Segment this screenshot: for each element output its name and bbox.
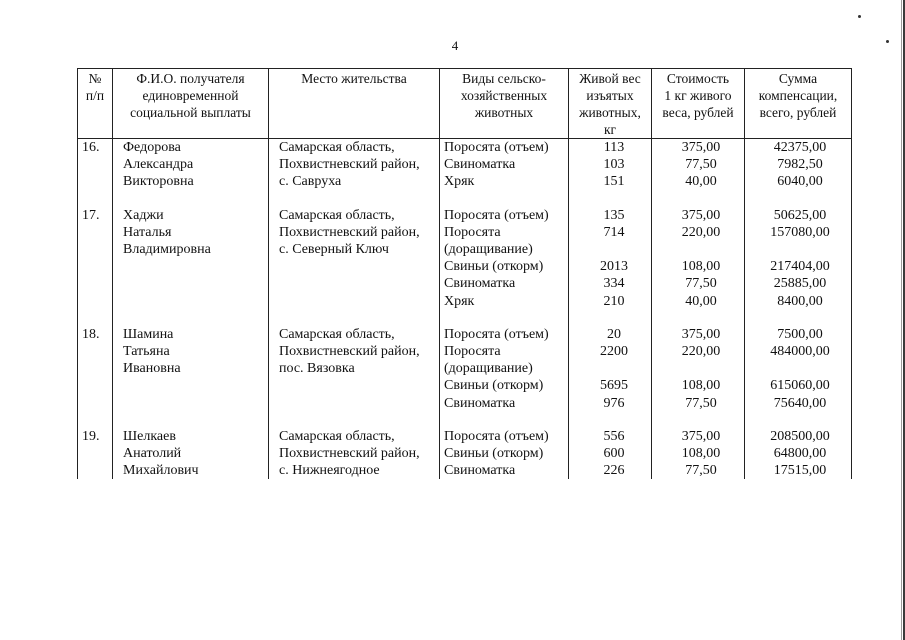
line-filler [658, 241, 744, 258]
price-per-kg: 40,00 [685, 293, 717, 309]
residence-address [269, 428, 440, 480]
live-weight: 113 [603, 140, 625, 155]
prices-per-kg [652, 139, 745, 191]
address-line: пос. Вязовка [279, 361, 355, 377]
total-sum: 208500,00 [770, 428, 830, 444]
live-weight: 226 [603, 463, 625, 479]
line-filler [749, 360, 851, 377]
spacer-cell [745, 191, 852, 207]
table-row [78, 326, 852, 412]
spacer-cell [78, 310, 113, 326]
header-animal-type: Виды сельско- хозяйственных животных [440, 69, 569, 139]
spacer-cell [440, 412, 569, 428]
animal-types [440, 139, 569, 191]
spacer-cell [440, 191, 569, 207]
address-line: с. Савруха [279, 174, 342, 190]
spacer-cell [113, 412, 269, 428]
price-per-kg: 375,00 [681, 326, 721, 342]
live-weight: 976 [603, 395, 625, 411]
table-row [78, 428, 852, 480]
live-weights [569, 207, 652, 310]
spacer-cell [652, 191, 745, 207]
total-sum: 17515,00 [773, 463, 827, 479]
spacer-cell [569, 191, 652, 207]
animal-type: Свиноматка [444, 463, 516, 479]
price-per-kg: 77,50 [685, 276, 717, 292]
line-filler [658, 360, 744, 377]
animal-type: Свиноматка [444, 276, 516, 292]
record-spacer [78, 310, 852, 326]
live-weight: 2013 [600, 259, 628, 275]
animal-type: Поросята (отъем) [444, 140, 549, 155]
animal-types [440, 428, 569, 480]
header-price-per-kg: Стоимость 1 кг живого веса, рублей [652, 69, 745, 139]
total-sum: 484000,00 [770, 344, 830, 360]
line-filler [749, 241, 851, 258]
line-filler [577, 241, 651, 258]
animal-type: (доращивание) [444, 242, 533, 258]
recipient-name [113, 139, 269, 191]
price-per-kg: 108,00 [681, 378, 721, 394]
address-line: Самарская область, [279, 428, 395, 444]
live-weights [569, 139, 652, 191]
address-line: Похвистневский район, [279, 446, 420, 462]
page-number: 4 [451, 38, 459, 53]
live-weight: 135 [603, 207, 625, 223]
animal-types [440, 326, 569, 412]
total-sum: 7982,50 [777, 157, 823, 173]
total-sum: 157080,00 [770, 224, 830, 240]
animal-type: (доращивание) [444, 361, 533, 377]
total-sum: 75640,00 [773, 395, 827, 411]
live-weights [569, 428, 652, 480]
live-weight: 714 [603, 224, 625, 240]
line-filler [577, 360, 651, 377]
table-row [78, 139, 852, 191]
animal-types [440, 207, 569, 310]
spacer-cell [652, 412, 745, 428]
total-sums [745, 326, 852, 412]
price-per-kg: 108,00 [681, 259, 721, 275]
total-sum: 7500,00 [777, 326, 823, 342]
spacer-cell [569, 412, 652, 428]
address-line: Похвистневский район, [279, 157, 420, 173]
name-line: Ивановна [123, 361, 181, 377]
total-sum: 8400,00 [777, 293, 823, 309]
total-sum: 25885,00 [773, 276, 827, 292]
spacer-cell [652, 310, 745, 326]
total-sums [745, 428, 852, 480]
spacer-cell [745, 412, 852, 428]
live-weight: 210 [603, 293, 625, 309]
spacer-cell [569, 310, 652, 326]
animal-type: Свиньи (откорм) [444, 378, 544, 394]
residence-address [269, 139, 440, 191]
name-line: Наталья [123, 224, 172, 240]
table-header-row [78, 69, 852, 139]
live-weight: 334 [603, 276, 625, 292]
animal-type: Поросята [444, 224, 501, 240]
name-line: Шамина [123, 326, 174, 342]
header-total-sum: Сумма компенсации, всего, рублей [745, 69, 852, 139]
name-line: Татьяна [123, 344, 170, 360]
record-number: 16. [78, 139, 113, 191]
header-residence: Место жительства [269, 69, 440, 139]
total-sum: 6040,00 [777, 174, 823, 190]
animal-type: Хряк [444, 293, 475, 309]
record-number: 18. [78, 326, 113, 412]
total-sums [745, 207, 852, 310]
scan-speck [858, 15, 861, 18]
address-line: Похвистневский район, [279, 344, 420, 360]
total-sum: 615060,00 [770, 378, 830, 394]
scan-edge [901, 0, 902, 640]
animal-type: Свиноматка [444, 395, 516, 411]
spacer-cell [78, 412, 113, 428]
spacer-cell [269, 191, 440, 207]
live-weights [569, 326, 652, 412]
price-per-kg: 108,00 [681, 446, 721, 462]
address-line: с. Нижнеягодное [279, 463, 380, 479]
record-number: 17. [78, 207, 113, 310]
prices-per-kg [652, 428, 745, 480]
animal-type: Поросята (отъем) [444, 326, 549, 342]
animal-type: Поросята (отъем) [444, 207, 549, 223]
record-spacer [78, 191, 852, 207]
animal-type: Хряк [444, 174, 475, 190]
address-line: Самарская область, [279, 207, 395, 223]
animal-type: Свиньи (откорм) [444, 446, 544, 462]
total-sums [745, 139, 852, 191]
price-per-kg: 375,00 [681, 428, 721, 444]
animal-type: Свиноматка [444, 157, 516, 173]
address-line: Самарская область, [279, 140, 395, 155]
compensation-table [77, 68, 852, 479]
live-weight: 103 [603, 157, 625, 173]
address-line: Самарская область, [279, 326, 395, 342]
live-weight: 556 [603, 428, 625, 444]
spacer-cell [113, 310, 269, 326]
recipient-name [113, 207, 269, 310]
live-weight: 5695 [600, 378, 628, 394]
address-line: Похвистневский район, [279, 224, 420, 240]
spacer-cell [440, 310, 569, 326]
table-row [78, 207, 852, 310]
price-per-kg: 77,50 [685, 157, 717, 173]
total-sum: 42375,00 [773, 140, 827, 155]
live-weight: 2200 [600, 344, 628, 360]
record-spacer [78, 412, 852, 428]
live-weight: 151 [603, 174, 625, 190]
residence-address [269, 207, 440, 310]
prices-per-kg [652, 207, 745, 310]
recipient-name [113, 326, 269, 412]
total-sum: 217404,00 [770, 259, 830, 275]
animal-type: Поросята (отъем) [444, 428, 549, 444]
name-line: Шелкаев [123, 428, 176, 444]
total-sum: 64800,00 [773, 446, 827, 462]
spacer-cell [269, 412, 440, 428]
header-live-weight: Живой вес изъятых животных, кг [569, 69, 652, 139]
price-per-kg: 375,00 [681, 140, 721, 155]
record-number: 19. [78, 428, 113, 480]
name-line: Анатолий [123, 446, 182, 462]
header-number: № п/п [78, 69, 113, 139]
price-per-kg: 220,00 [681, 344, 721, 360]
recipient-name [113, 428, 269, 480]
header-recipient: Ф.И.О. получателя единовременной социальной выплаты [113, 69, 269, 139]
name-line: Хаджи [123, 207, 164, 223]
price-per-kg: 40,00 [685, 174, 717, 190]
live-weight: 600 [603, 446, 625, 462]
price-per-kg: 77,50 [685, 395, 717, 411]
price-per-kg: 77,50 [685, 463, 717, 479]
address-line: с. Северный Ключ [279, 242, 389, 258]
name-line: Владимировна [123, 242, 211, 258]
live-weight: 20 [607, 326, 621, 342]
spacer-cell [745, 310, 852, 326]
spacer-cell [78, 191, 113, 207]
spacer-cell [269, 310, 440, 326]
total-sum: 50625,00 [773, 207, 827, 223]
name-line: Федорова [123, 140, 181, 155]
name-line: Михайлович [123, 463, 199, 479]
price-per-kg: 220,00 [681, 224, 721, 240]
price-per-kg: 375,00 [681, 207, 721, 223]
residence-address [269, 326, 440, 412]
animal-type: Поросята [444, 344, 501, 360]
spacer-cell [113, 191, 269, 207]
prices-per-kg [652, 326, 745, 412]
animal-type: Свиньи (откорм) [444, 259, 544, 275]
name-line: Викторовна [123, 174, 194, 190]
name-line: Александра [123, 157, 194, 173]
